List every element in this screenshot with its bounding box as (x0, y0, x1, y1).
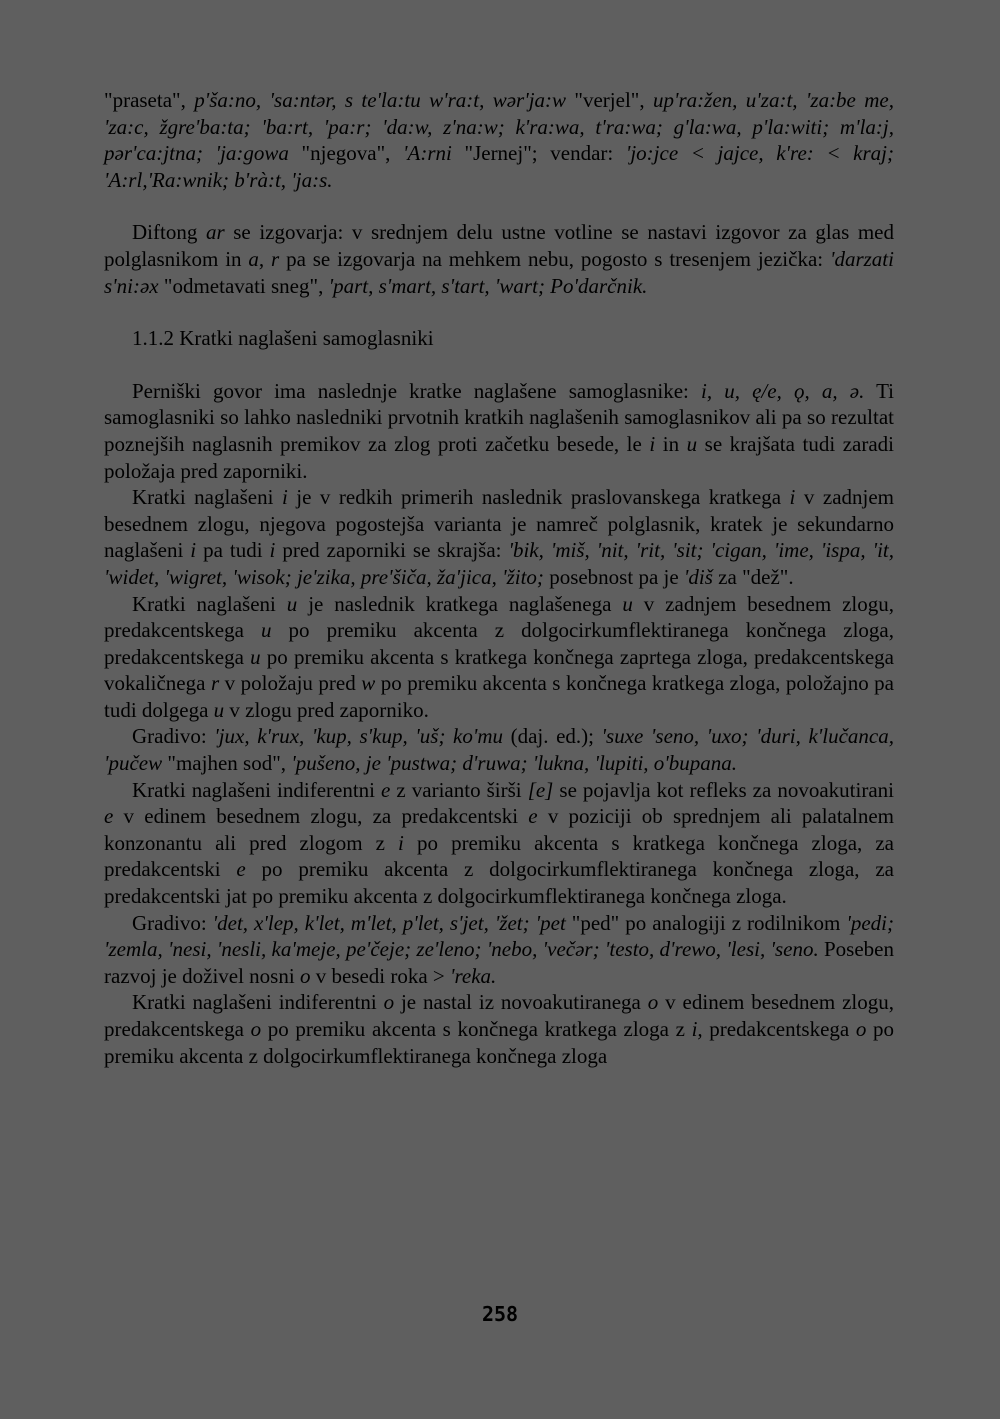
text-run: "odmetavati sneg", (158, 273, 329, 298)
text-run: po premiku akcenta z dolgocirkumflektiranega končnega zloga, za predakcentski jat po premiku akcenta z dolgocirkumflektiranega končnega zloga. (104, 857, 894, 909)
text-run: v edinem besednem zlogu, za predakcentski (113, 804, 529, 829)
italic-example: 'part, s'mart, s'tart, 'wart; Po'darčnik. (328, 273, 648, 298)
text-run: "majhen sod", (162, 751, 292, 776)
italic-example: 'jux, k'rux, 'kup, s'kup, 'uš; ko'mu (214, 724, 504, 749)
text-run: v zadnjem besednem zlogu, predakcentskega (104, 591, 894, 643)
italic-example: i (190, 538, 197, 563)
paragraph (104, 484, 894, 590)
italic-example: 'pušeno, je 'pustwa; d'ruwa; 'lukna, 'lupiti, o'bupana. (291, 751, 738, 776)
paragraph (104, 378, 894, 484)
text-run: v edinem besednem zlogu, predakcentskega (104, 990, 894, 1041)
italic-example: u (686, 431, 698, 456)
text-run: Ti samoglasniki so lahko nasledniki prvotnih kratkih naglašenih samoglasnikov ali pa so rezultat poznejših naglasnih premikov za zlog proti začetku besede, le (104, 378, 895, 456)
text-run: pred zaporniki se skrajša: (275, 538, 509, 563)
italic-example: o (647, 990, 659, 1015)
italic-example: e (236, 857, 246, 882)
text-run: Kratki naglašeni (132, 591, 287, 616)
italic-example: o (250, 1017, 262, 1041)
italic-example: i (398, 830, 404, 855)
text-run: predakcentskega (702, 1017, 856, 1041)
italic-example: r (210, 671, 220, 696)
text-run: 1.1.2 Kratki naglašeni samoglasniki (132, 326, 434, 351)
text-run: po premiku akcenta s končnega kratkega zloga z (261, 1017, 692, 1041)
text-run: Kratki naglašeni (132, 485, 282, 510)
italic-example: o (855, 1017, 867, 1041)
text-run: Poseben razvoj je doživel nosni (104, 937, 894, 988)
page-number: 258 (481, 1302, 519, 1326)
italic-example: i (789, 485, 796, 510)
italic-example: e (104, 804, 114, 829)
text-run: v besedi roka > (310, 963, 451, 988)
text-run: "ped" po analogiji z rodilnikom (565, 910, 847, 935)
text-run: po premiku akcenta s kratkega končnega zloga, za predakcentski (104, 830, 894, 882)
text-run: pa tudi (196, 538, 270, 563)
text-run: Gradivo: (132, 724, 215, 749)
italic-example: i, u, ę/e, ǫ, a, ə. (701, 378, 865, 403)
italic-example: i, (691, 1017, 703, 1041)
text-run: "njegova", (288, 141, 404, 166)
paragraph (104, 591, 894, 724)
text-run: "verjel", (566, 88, 653, 112)
italic-example: p'ša:no, 'sa:ntər, s te'la:tu w'ra:t, wər'ja:w (194, 88, 567, 112)
italic-example: 'A:rni (403, 141, 452, 166)
italic-example: 'det, x'lep, k'let, m'let, p'let, s'jet, 'žet; 'pet (212, 910, 566, 935)
paragraph (104, 910, 894, 990)
italic-example: 'diš (683, 564, 713, 589)
text-run: je v redkih primerih naslednik praslovanskega kratkega (287, 485, 790, 510)
text-run: Perniški govor ima naslednje kratke naglašene samoglasnike: (132, 378, 701, 403)
italic-example: 'bik, 'miš, 'nit, 'rit, 'sit; 'cigan, 'ime, 'ispa, 'it, 'widet, 'wigret, 'wisok; je'zika, pre'šiča, ža'jica, 'žito; (104, 538, 894, 589)
text-run: v poziciji ob sprednjem ali palatalnem konzonantu ali pred zlogom z (104, 804, 894, 855)
paragraph (104, 723, 894, 776)
text-run: (daj. ed.); (503, 724, 602, 749)
italic-example: 'reka. (450, 963, 497, 988)
italic-example: ar (205, 220, 225, 245)
text-run: se pojavlja kot refleks za novoakutirani (553, 777, 894, 802)
paragraph (104, 989, 894, 1069)
text-run: po premiku akcenta z dolgocirkumflektiranega končnega zloga, predakcentskega (104, 618, 894, 669)
italic-example: 'darzati s'ni:əx (104, 246, 894, 298)
text-run: Kratki naglašeni indiferentni (132, 990, 384, 1015)
text-run: se krajšata tudi zaradi položaja pred zaporniki. (104, 431, 894, 483)
text-run: se izgovarja: v srednjem delu ustne votline se nastavi izgovor za glas med polglasnikom in (104, 220, 895, 271)
italic-example: up'ra:žen, u'za:t, 'za:be me, 'za:c, žgre'ba:ta; 'ba:rt, 'pa:r; 'da:w, z'na:w; k'ra:wa, t'ra:wa; g'la:wa, p'la:witi; m'la:j, pər'ca:jtna; 'ja:gowa (104, 88, 895, 166)
italic-example: i (649, 431, 656, 456)
text-run: v zlogu pred zaporniko. (224, 697, 429, 722)
text-run: z varianto širši (390, 777, 528, 802)
italic-example: u (213, 697, 225, 722)
italic-example: u (250, 644, 261, 669)
text-run: "Jernej"; vendar: (451, 141, 626, 166)
italic-example: e (528, 804, 538, 829)
italic-example: o (383, 990, 395, 1015)
italic-example: 'pedi; 'zemla, 'nesi, 'nesli, ka'meje, pe'čeje; ze'leno; 'nebo, 'večər; 'testo, d'rewo, 'lesi, 'seno. (104, 910, 894, 962)
paragraph (104, 87, 894, 193)
italic-example: [e] (527, 777, 554, 802)
text-run: Diftong (132, 220, 206, 245)
italic-example: 'suxe 'seno, 'uxo; 'duri, k'lučanca, 'pučew (104, 724, 894, 776)
italic-example: e (381, 777, 391, 802)
section-heading (104, 325, 894, 352)
italic-example: o (299, 963, 311, 988)
text-run: Gradivo: (132, 910, 213, 935)
italic-example: i (269, 538, 276, 563)
italic-example: u (260, 618, 272, 643)
paragraph (104, 219, 894, 299)
text-run: v položaju pred (219, 671, 362, 696)
text-run: posebnost pa je (543, 564, 684, 589)
text-run: po premiku akcenta s končnega kratkega zloga, položajno pa tudi dolgega (104, 671, 895, 722)
text-run: in (655, 431, 687, 456)
text-run: po premiku akcenta z dolgocirkumflektiranega končnega zloga (104, 1017, 894, 1068)
body-text (104, 87, 894, 1069)
text-run: v zadnjem besednem zlogu, njegova pogostejša varianta je namreč polglasnik, kratek je sekundarno naglašeni (104, 485, 895, 563)
text-run: pa se izgovarja na mehkem nebu, pogosto s tresenjem jezička: (279, 246, 830, 271)
paragraph (104, 777, 894, 910)
text-run: "praseta", (104, 88, 195, 112)
italic-example: 'jo:jce < jajce, k're: < kraj; 'A:rl,'Ra:wnik; b'rà:t, 'ja:s. (104, 141, 894, 192)
italic-example: u (286, 591, 298, 616)
text-run: po premiku akcenta s kratkega končnega zaprtega zloga, predakcentskega vokaličnega (104, 644, 894, 696)
italic-example: w (361, 671, 376, 696)
italic-example: u (622, 591, 633, 616)
text-run: je naslednik kratkega naglašenega (297, 591, 623, 616)
text-run: Kratki naglašeni indiferentni (132, 777, 382, 802)
italic-example: a, r (248, 246, 280, 271)
text-run: je nastal iz novoakutiranega (394, 990, 648, 1015)
italic-example: i (281, 485, 288, 510)
text-run: za "dež". (712, 564, 794, 589)
